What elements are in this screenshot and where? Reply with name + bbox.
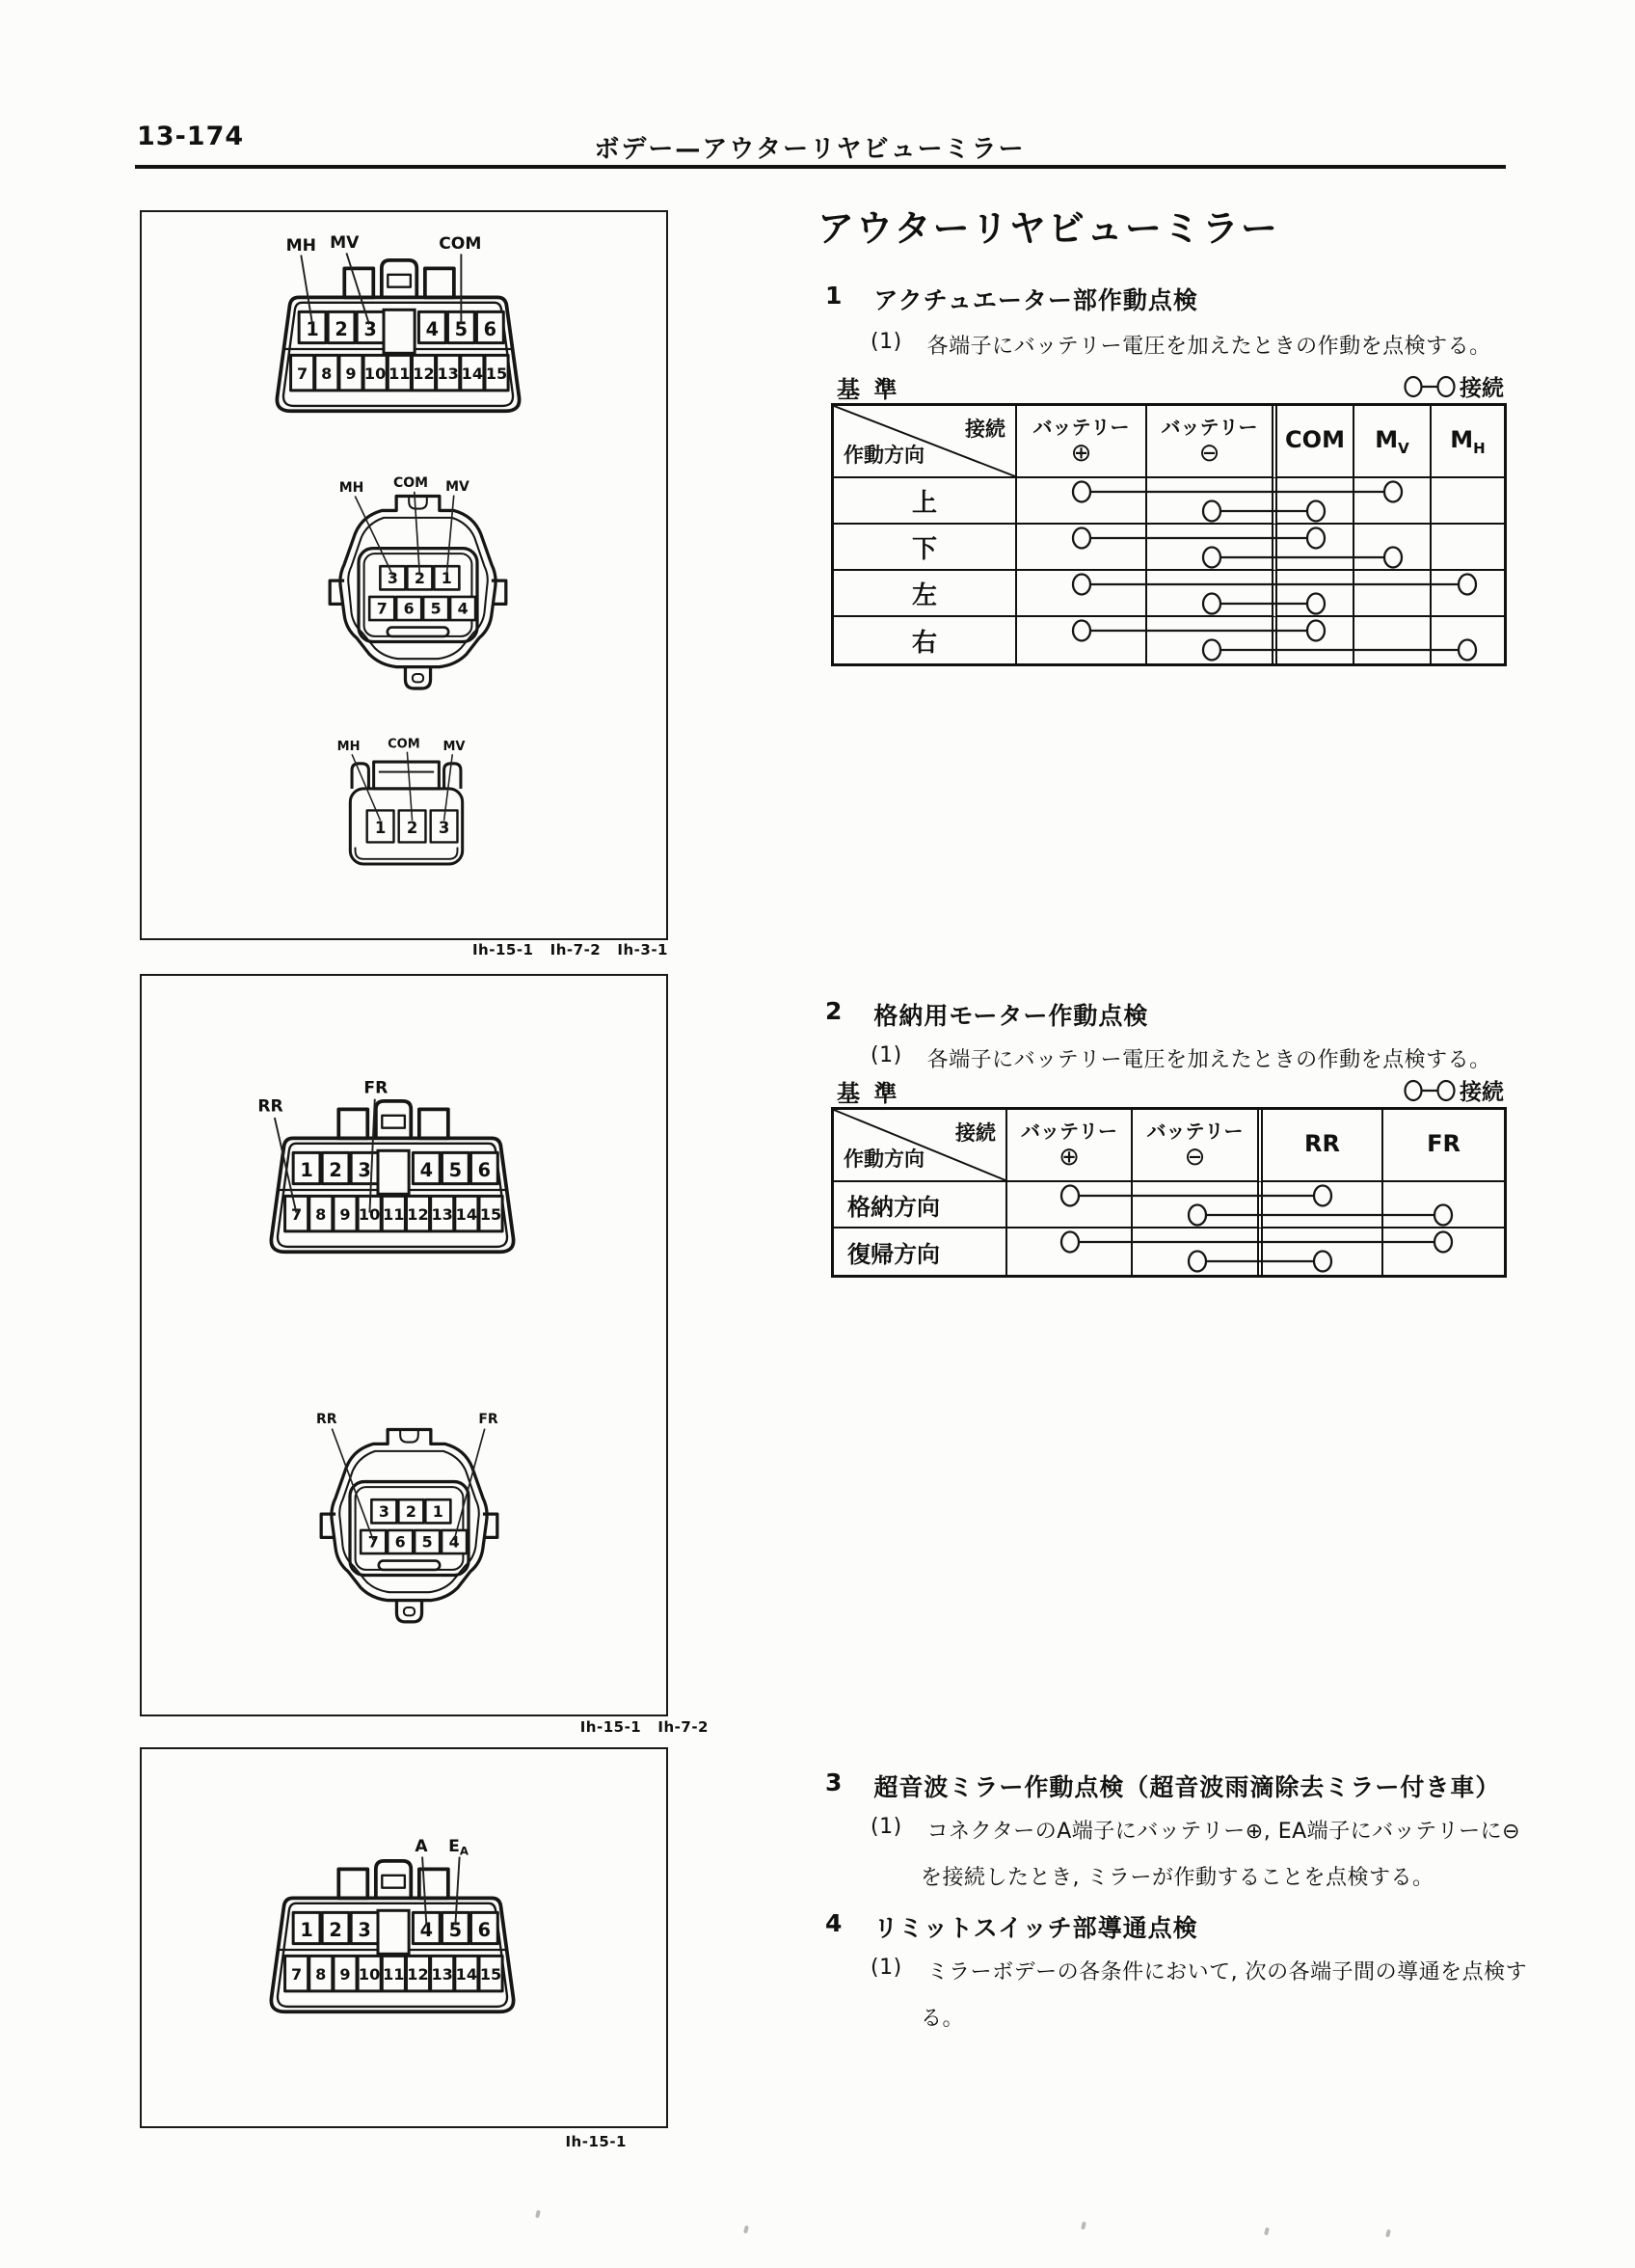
scan-speck	[1385, 2229, 1391, 2238]
corner-label-connection: 接続	[955, 1121, 996, 1145]
terminal-label-ea: EA	[448, 1837, 469, 1858]
legend-connection-icon	[1404, 373, 1456, 400]
connection-legend	[1311, 1074, 1504, 1106]
connector-15pin-art	[277, 260, 519, 411]
figure-caption: Ih-15-1	[565, 2133, 627, 2150]
legend-connection-icon	[1404, 1077, 1456, 1104]
row-label: 上	[834, 478, 1017, 525]
connector-15pin-art	[271, 1101, 513, 1252]
connection-row-art	[1007, 1228, 1504, 1275]
section-2-heading	[825, 997, 1148, 1032]
row-label: 復帰方向	[834, 1228, 1007, 1275]
table-corner-cell	[834, 1110, 1007, 1182]
figure-box-ultrasonic-connector	[140, 1747, 668, 2128]
row-label: 左	[834, 571, 1017, 617]
connection-row-art	[1017, 571, 1504, 617]
terminal-label-mh: MH	[285, 236, 316, 256]
terminal-label-com: COM	[388, 737, 420, 752]
connector-round-art	[321, 1430, 497, 1622]
item-marker: (1)	[871, 1956, 902, 1980]
connection-row-art	[1017, 617, 1504, 663]
item-text: る。	[921, 2007, 965, 2031]
section-number: 1	[825, 282, 844, 310]
item-marker: (1)	[871, 330, 902, 354]
col-header-battery-minus: バッテリー ⊖	[1147, 406, 1277, 478]
col-header-battery-plus: バッテリー ⊕	[1017, 406, 1147, 478]
minus-circle-icon: ⊖	[1184, 1143, 1206, 1172]
section-number: 3	[825, 1768, 844, 1796]
col-header-fr: FR	[1383, 1110, 1504, 1182]
figure-caption: Ih-15-1 Ih-7-2	[579, 1718, 709, 1736]
row-label: 格納方向	[834, 1182, 1007, 1228]
scan-speck	[1264, 2228, 1270, 2236]
section-title: アクチュエーター部作動点検	[873, 286, 1198, 314]
terminal-label-mv: MV	[445, 478, 469, 495]
col-header-mv: $M_V$	[1354, 406, 1432, 478]
minus-circle-icon: ⊖	[1198, 439, 1220, 468]
item-marker: (1)	[871, 1815, 902, 1839]
terminal-label-a: A	[415, 1837, 428, 1857]
terminal-label-com: COM	[393, 475, 429, 492]
standard-label: 基 準	[837, 376, 900, 403]
figure-box-actuator-connectors	[140, 210, 668, 940]
corner-label-direction: 作動方向	[844, 1148, 925, 1171]
section-1-item	[871, 330, 1491, 360]
section-1-heading	[825, 282, 1198, 316]
section-number: 2	[825, 997, 844, 1025]
connector-15pin-art	[271, 1861, 513, 2012]
scan-speck	[1081, 2222, 1086, 2230]
plus-circle-icon: ⊕	[1059, 1143, 1080, 1172]
figure-box-retract-connectors	[140, 974, 668, 1716]
section-3-item-cont	[921, 1861, 1434, 1891]
terminal-label-fr: FR	[478, 1412, 498, 1427]
item-text: 各端子にバッテリー電圧を加えたときの作動を点検する。	[926, 1048, 1491, 1072]
item-text: コネクターのA端子にバッテリー⊕, EA端子にバッテリーに⊖	[926, 1820, 1521, 1844]
terminal-label-mh: MH	[338, 479, 364, 496]
section-3-heading	[825, 1768, 1500, 1803]
connector-15pin-diagram	[254, 233, 543, 450]
connection-row-art	[1007, 1182, 1504, 1228]
row-label: 右	[834, 617, 1017, 663]
section-3-item	[871, 1815, 1520, 1845]
section-title: リミットスイッチ部導通点検	[873, 1914, 1198, 1942]
section-title: 超音波ミラー作動点検（超音波雨滴除去ミラー付き車）	[873, 1773, 1501, 1801]
standard-label: 基 準	[837, 1080, 900, 1107]
col-header-battery-minus: バッテリー ⊖	[1133, 1110, 1263, 1182]
retract-motor-check-table	[831, 1107, 1507, 1278]
connector-round-art	[330, 497, 506, 688]
section-4-item	[871, 1956, 1527, 1985]
scan-speck	[535, 2210, 541, 2219]
col-header-com: COM	[1277, 406, 1354, 478]
connector-round-diagram	[319, 476, 517, 701]
connector-round-diagram	[310, 1410, 508, 1634]
col-header-mh: $M_H$	[1432, 406, 1504, 478]
item-text: を接続したとき, ミラーが作動することを点検する。	[921, 1866, 1434, 1890]
row-label: 下	[834, 525, 1017, 571]
terminal-label-fr: FR	[363, 1078, 389, 1098]
terminal-label-com: COM	[439, 234, 482, 255]
page-title: アウターリヤビューミラー	[818, 207, 1279, 250]
connector-15pin-diagram	[248, 1834, 537, 2051]
connection-legend	[1311, 370, 1504, 402]
terminal-label-mh: MH	[336, 739, 361, 754]
col-header-rr: RR	[1263, 1110, 1383, 1182]
col-header-battery-plus: バッテリー ⊕	[1007, 1110, 1133, 1182]
table-corner-cell	[834, 406, 1017, 478]
corner-label-connection: 接続	[965, 418, 1005, 441]
actuator-check-table	[831, 403, 1507, 666]
item-marker: (1)	[871, 1043, 902, 1067]
legend-label: 接続	[1460, 376, 1504, 401]
terminal-label-mv: MV	[330, 233, 360, 253]
figure-caption: Ih-15-1 Ih-7-2 Ih-3-1	[471, 941, 668, 958]
connection-row-art	[1017, 478, 1504, 525]
terminal-label-mv: MV	[442, 739, 466, 754]
section-title: 格納用モーター作動点検	[873, 1002, 1149, 1030]
terminal-label-rr: RR	[316, 1412, 337, 1427]
connector-15pin-diagram	[248, 1074, 537, 1291]
item-text: ミラーボデーの各条件において, 次の各端子間の導通を点検す	[926, 1960, 1528, 1984]
section-number: 4	[825, 1909, 844, 1937]
section-2-item	[871, 1043, 1491, 1073]
header-rule	[135, 165, 1506, 169]
legend-label: 接続	[1460, 1080, 1504, 1105]
page-number: 13-174	[137, 122, 245, 151]
corner-label-direction: 作動方向	[844, 444, 925, 467]
section-4-heading	[825, 1909, 1198, 1944]
scan-speck	[743, 2226, 749, 2234]
item-text: 各端子にバッテリー電圧を加えたときの作動を点検する。	[926, 335, 1491, 359]
connection-row-art	[1017, 525, 1504, 571]
terminal-label-rr: RR	[257, 1096, 283, 1117]
running-header: ボデー—アウターリヤビューミラー	[594, 135, 1026, 164]
connector-3pin-diagram	[327, 737, 486, 883]
plus-circle-icon: ⊕	[1070, 439, 1092, 468]
section-4-item-cont	[921, 2002, 964, 2032]
